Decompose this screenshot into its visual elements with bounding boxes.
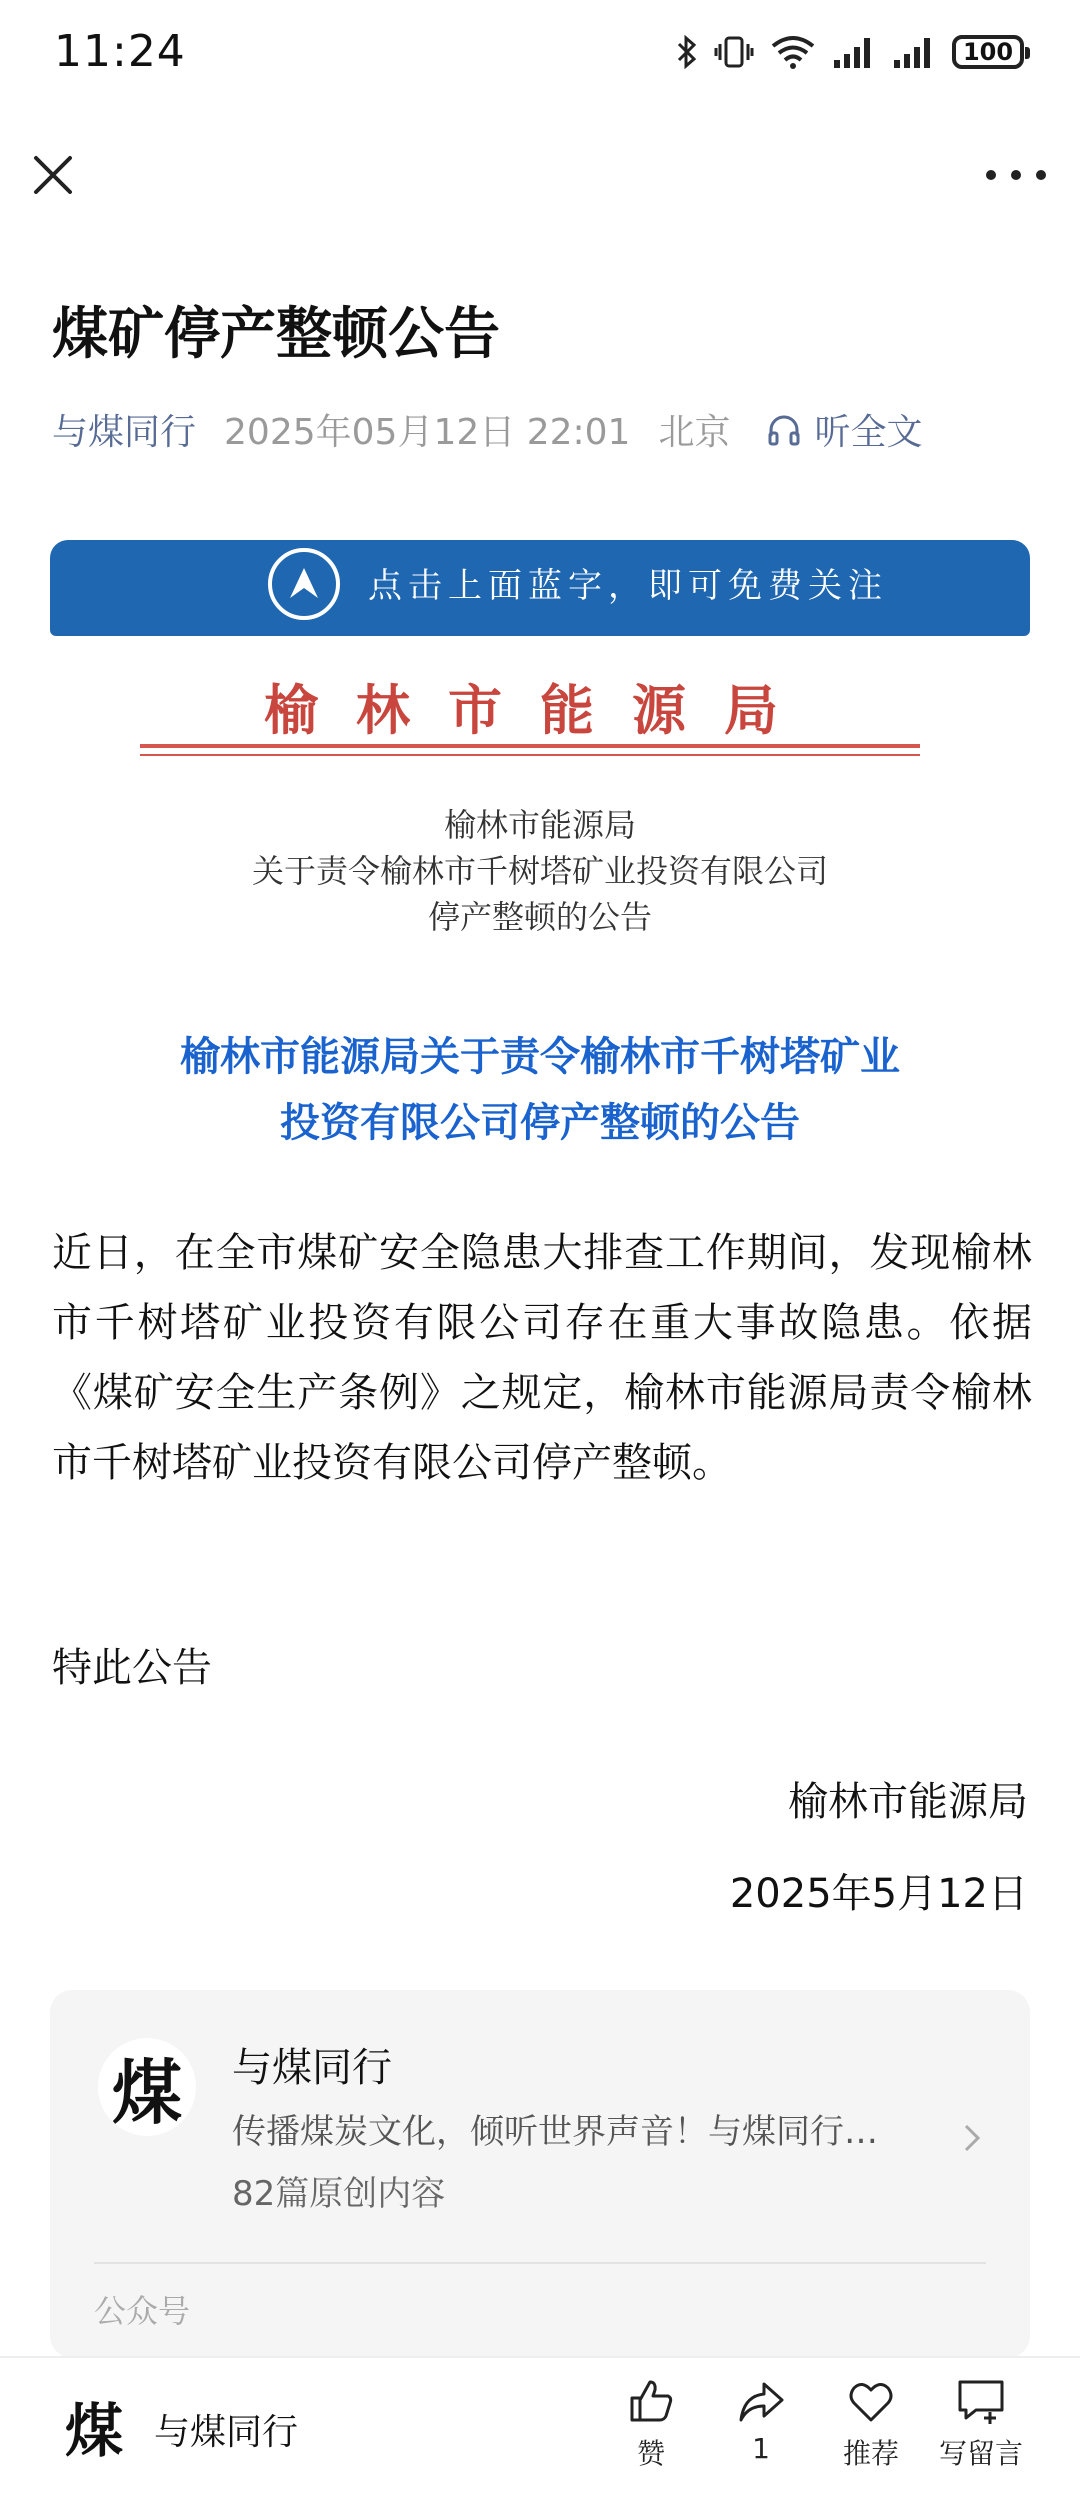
more-dot <box>1011 170 1021 180</box>
status-time: 11:24 <box>54 26 186 77</box>
account-article-count: 82篇原创内容 <box>232 2174 446 2214</box>
share-icon <box>736 2376 786 2426</box>
document-red-rule <box>140 744 920 748</box>
more-dot <box>1036 170 1046 180</box>
signature-date: 2025年5月12日 <box>729 1871 1028 1917</box>
banner-text: 点击上面蓝字，即可免费关注 <box>368 566 888 606</box>
body-paragraph: 近日，在全市煤矿安全隐患大排查工作期间，发现榆林市千树塔矿业投资有限公司存在重大事故隐患。依据《煤矿安全生产条例》之规定，榆林市能源局责令榆林市千树塔矿业投资有限公司停产整顿。 <box>52 1230 1032 1486</box>
signal-icon <box>892 34 936 70</box>
article-title: 煤矿停产整顿公告 <box>52 302 500 367</box>
document-line: 榆林市能源局 <box>443 806 636 844</box>
like-button[interactable] <box>596 2376 706 2472</box>
wifi-icon <box>770 34 816 70</box>
close-icon[interactable] <box>28 150 78 200</box>
heart-icon <box>846 2376 896 2426</box>
account-card[interactable] <box>50 1990 1030 2358</box>
notice-text: 特此公告 <box>52 1645 212 1691</box>
account-type-label: 公众号 <box>94 2292 191 2330</box>
bluetooth-icon <box>676 34 698 70</box>
more-dot <box>986 170 996 180</box>
heading-line: 榆林市能源局关于责令榆林市千树塔矿业 <box>180 1034 900 1080</box>
battery-level: 100 <box>962 38 1014 66</box>
publish-date: 2025年05月12日 22:01 <box>224 412 631 453</box>
article-meta <box>52 404 922 455</box>
bottom-account-avatar[interactable]: 煤 <box>64 2397 123 2465</box>
recommend-label: 推荐 <box>842 2437 899 2470</box>
heading-line: 投资有限公司停产整顿的公告 <box>280 1100 800 1146</box>
listen-label: 听全文 <box>814 412 923 453</box>
bottom-account-name[interactable]: 与煤同行 <box>154 2412 299 2453</box>
account-name: 与煤同行 <box>232 2045 392 2091</box>
more-icon[interactable] <box>986 160 1046 190</box>
author-link[interactable]: 与煤同行 <box>52 412 197 453</box>
write-comment-button[interactable] <box>926 2376 1036 2472</box>
arrow-up-icon <box>268 548 340 620</box>
bottom-action-bar <box>0 2356 1080 2506</box>
signal-icon <box>832 34 876 70</box>
comment-label: 写留言 <box>938 2437 1023 2470</box>
account-description: 传播煤炭文化，倾听世界声音！与煤同行… <box>232 2112 878 2152</box>
battery-icon <box>952 35 1024 69</box>
thumbs-up-icon <box>626 2376 676 2426</box>
publish-location: 北京 <box>658 412 731 453</box>
document-red-rule <box>140 754 920 756</box>
share-count: 1 <box>752 2432 770 2465</box>
vibrate-icon <box>714 34 754 70</box>
share-button[interactable] <box>706 2376 816 2465</box>
document-line: 停产整顿的公告 <box>427 898 652 936</box>
recommend-button[interactable] <box>816 2376 926 2472</box>
document-org-header: 榆林市能源局 <box>264 678 816 742</box>
headphones-icon <box>766 412 802 448</box>
listen-button[interactable] <box>766 404 922 455</box>
comment-plus-icon <box>954 2376 1008 2426</box>
signature-org: 榆林市能源局 <box>788 1779 1028 1825</box>
chevron-right-icon <box>960 2120 984 2156</box>
follow-banner[interactable] <box>50 540 1030 636</box>
card-divider <box>94 2262 986 2264</box>
like-label: 赞 <box>636 2437 665 2470</box>
announcement-heading <box>60 1024 1020 1156</box>
document-line: 关于责令榆林市千树塔矿业投资有限公司 <box>251 852 828 890</box>
status-icons <box>676 30 1024 74</box>
account-avatar: 煤 <box>98 2038 196 2136</box>
